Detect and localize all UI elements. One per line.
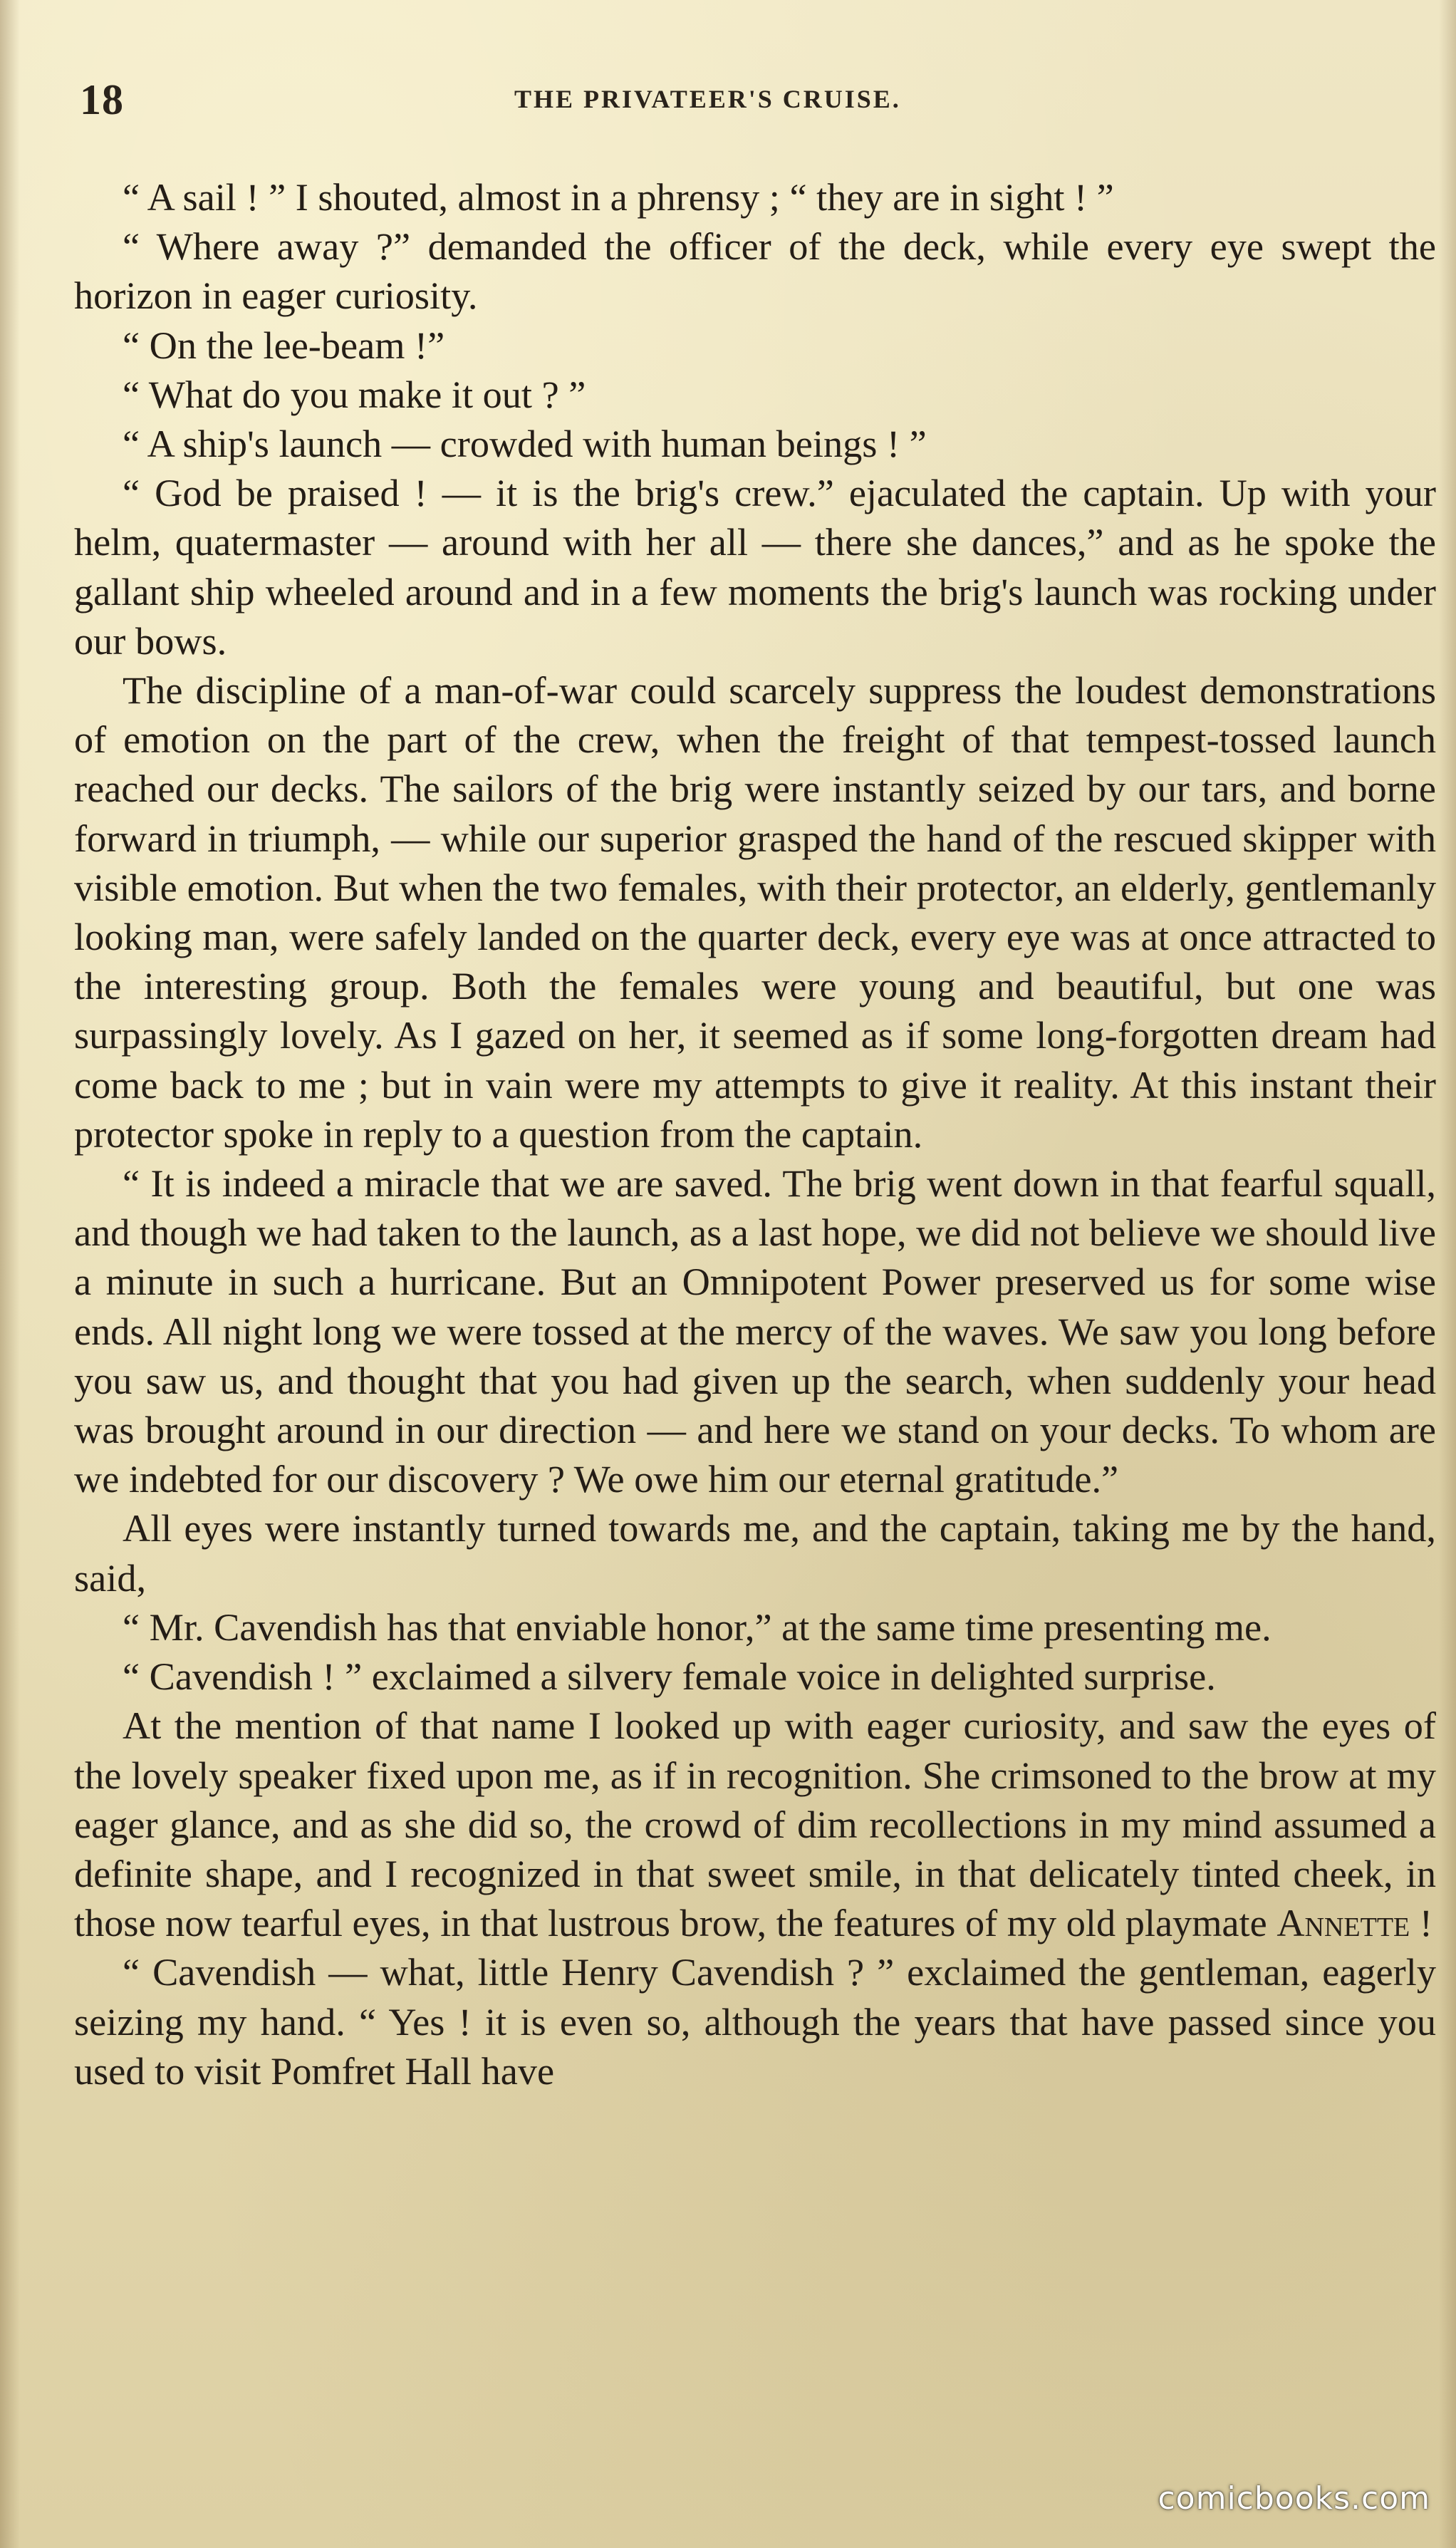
paragraph: “ What do you make it out ? ” [123,373,586,416]
page-header [80,71,1433,128]
watermark: comicbooks.com [1158,2480,1430,2517]
paragraph: The discipline of a man-of-war could scarcely suppress the loudest demonstrations of emotion on the part of the crew, when the freight of that tempest-tossed launch reached our decks. The sailors of the brig were instantly seized by our tars, and borne forward in triumph, — while our superior grasped the hand of the rescued skipper with visible emotion. But when the two females, with their protector, an elderly, gentlemanly looking man, were safely landed on the quarter deck, every eye was at once attracted to the interesting group. Both the females were young and beautiful, but one was surpassingly lovely. As I gazed on her, it seemed as if some long-forgotten dream had come back to me ; but in vain were my attempts to give it reality. At this instant their protector spoke in reply to a question from the captain. [74,669,1436,1156]
body-text [74,173,1436,2096]
paragraph-text: At the mention of that name I looked up with eager curiosity, and saw the eyes of the lovely speaker fixed upon me, as if in recognition. She crimsoned to the brow at my eager glance, and as she did so, the crowd of dim recollections in my mind assumed a definite shape, and I recognized in that sweet smile, in that delicately tinted cheek, in those now tearful eyes, in that lustrous brow, the features of my old playmate [74,1704,1436,1945]
paragraph: “ It is indeed a miracle that we are saved. The brig went down in that fearful squall, and though we had taken to the launch, as a last hope, we did not believe we should live a minute in such a hurricane. But an Omnipotent Power preserved us for some wise ends. All night long we were tossed at the mercy of the waves. We saw you long before you saw us, and thought that you had given up the search, when suddenly your head was brought around in our direction — and here we stand on your decks. To whom are we indebted for our discovery ? We owe him our eternal gratitude.” [74,1162,1436,1501]
paragraph: “ A sail ! ” I shouted, almost in a phrensy ; “ they are in sight ! ” [123,176,1114,219]
running-title: THE PRIVATEER'S CRUISE. [514,85,901,113]
paragraph: “ On the lee-beam !” [123,323,445,367]
paragraph: “ Where away ?” demanded the officer of the deck, while every eye swept the horizon in eager curiosity. [74,225,1436,318]
paragraph: “ Mr. Cavendish has that enviable honor,” at the same time presenting me. [123,1605,1272,1649]
name-punctuation: ! [1410,1902,1432,1945]
paragraph: All eyes were instantly turned towards me, and the captain, taking me by the hand, said, [74,1507,1436,1600]
paragraph: “ Cavendish ! ” exclaimed a silvery female voice in delighted surprise. [123,1655,1216,1699]
paragraph: “ Cavendish — what, little Henry Cavendish ? ” exclaimed the gentleman, eagerly seizing my hand. “ Yes ! it is even so, although the years that have passed since you used to visit Pomfret Hall have [74,1951,1436,2093]
paragraph-annette [74,1702,1436,1948]
paragraph: “ God be praised ! — it is the brig's crew.” ejaculated the captain. Up with your helm, quatermaster — around with her all — there she dances,” and as he spoke the gallant ship wheeled around and in a few moments the brig's launch was rocking under our bows. [74,472,1436,663]
character-name: Annette [1276,1902,1410,1945]
page-number: 18 [80,76,124,123]
paragraph: “ A ship's launch — crowded with human beings ! ” [123,423,927,466]
